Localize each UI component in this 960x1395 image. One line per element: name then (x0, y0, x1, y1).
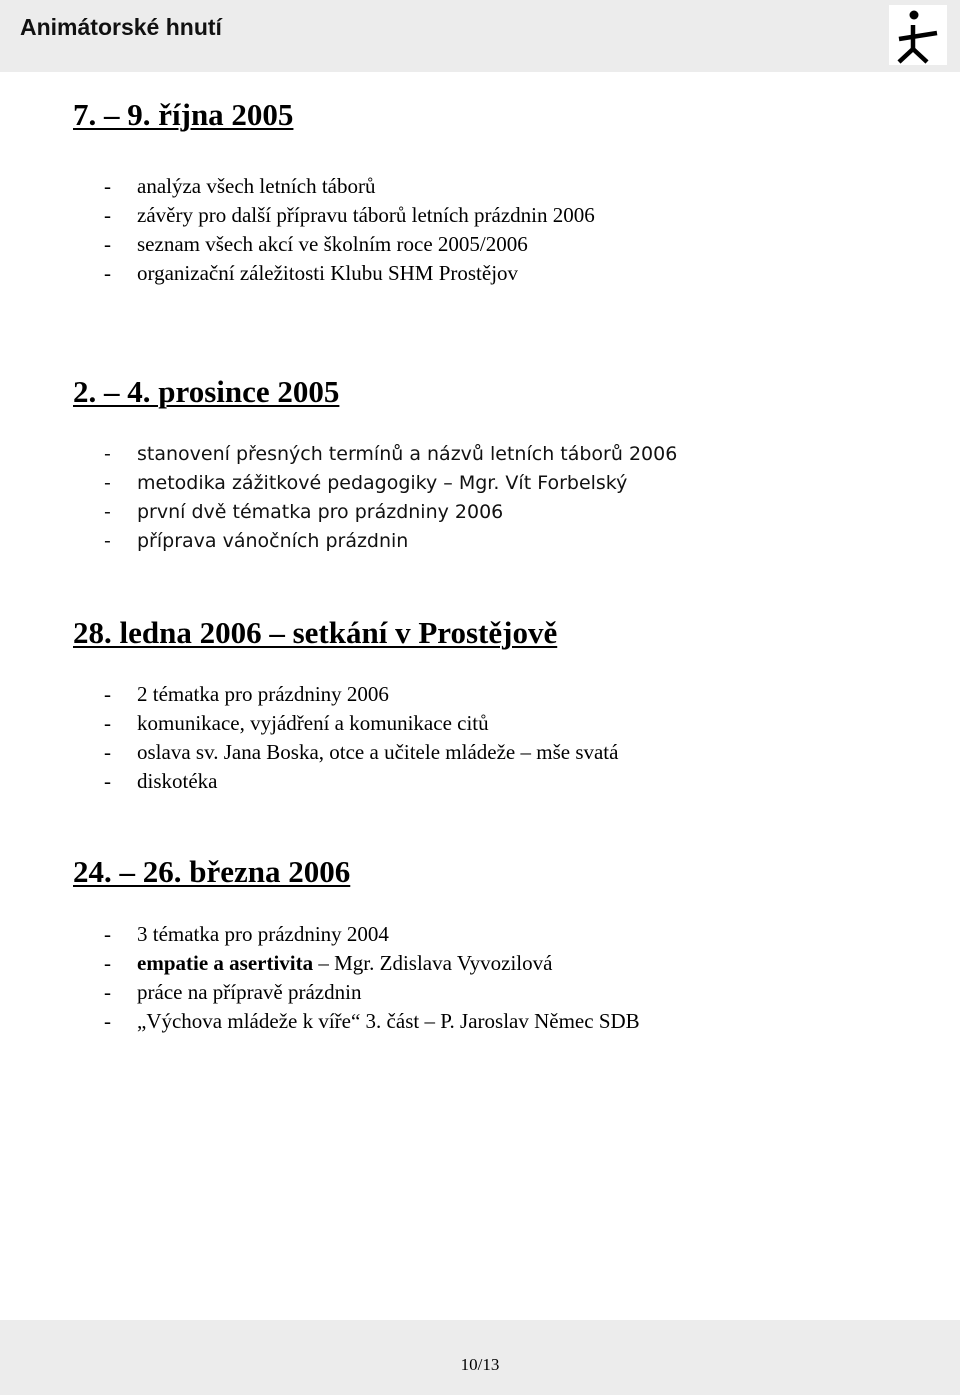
list-item: - empatie a asertivita – Mgr. Zdislava Vyvozilová (104, 951, 553, 975)
page-footer (0, 1320, 960, 1395)
list-item: - komunikace, vyjádření a komunikace citů (104, 711, 489, 735)
list-item: - stanovení přesných termínů a názvů letních táborů 2006 (104, 443, 678, 465)
section-heading: 7. – 9. října 2005 (73, 97, 294, 132)
list-item: - příprava vánočních prázdnin (104, 530, 409, 552)
section-heading: 28. ledna 2006 – setkání v Prostějově (73, 615, 558, 650)
page-header (0, 0, 960, 72)
list-item: - diskotéka (104, 769, 218, 793)
list-item: - 3 tématka pro prázdniny 2004 (104, 922, 389, 946)
section-list (104, 680, 618, 796)
section-list (104, 440, 677, 556)
list-item: - práce na přípravě prázdnin (104, 980, 362, 1004)
list-item: - seznam všech akcí ve školním roce 2005/2006 (104, 232, 528, 256)
list-item: - organizační záležitosti Klubu SHM Prostějov (104, 261, 519, 285)
stick-figure-logo-icon (889, 5, 947, 65)
list-item: - 2 tématka pro prázdniny 2006 (104, 682, 389, 706)
list-item: - závěry pro další přípravu táborů letních prázdnin 2006 (104, 203, 595, 227)
list-item: - oslava sv. Jana Boska, otce a učitele mládeže – mše svatá (104, 740, 619, 764)
page-number: 10/13 (460, 1355, 500, 1374)
section-list (104, 172, 595, 288)
list-item: - analýza všech letních táborů (104, 174, 376, 198)
list-item: - metodika zážitkové pedagogiky – Mgr. Vít Forbelský (104, 472, 628, 494)
section-heading: 24. – 26. března 2006 (73, 854, 351, 889)
section-heading: 2. – 4. prosince 2005 (73, 374, 340, 409)
list-item: - „Výchova mládeže k víře“ 3. část – P. Jaroslav Němec SDB (104, 1009, 640, 1033)
header-title: Animátorské hnutí (20, 14, 222, 40)
list-item: - první dvě tématka pro prázdniny 2006 (104, 501, 504, 523)
section-list (104, 920, 640, 1036)
